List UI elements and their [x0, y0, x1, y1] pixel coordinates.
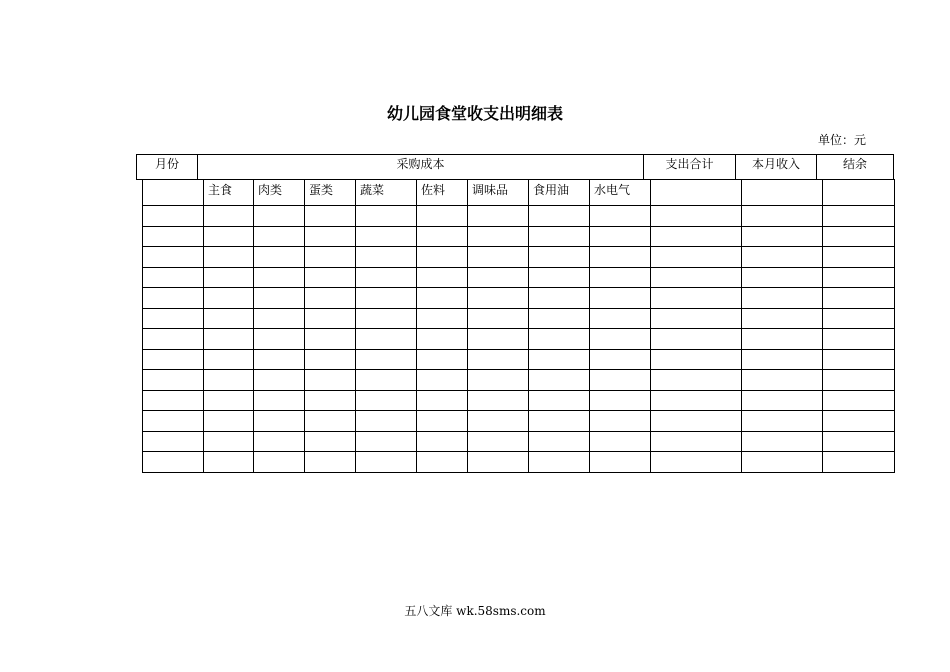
table-cell	[741, 431, 823, 453]
table-cell	[589, 328, 651, 350]
table-cell	[142, 451, 204, 473]
table-cell	[142, 246, 204, 268]
table-cell	[528, 390, 590, 412]
table-cell	[528, 267, 590, 289]
table-cell	[467, 328, 529, 350]
table-cell	[650, 246, 742, 268]
table-cell	[589, 369, 651, 391]
table-cell	[355, 205, 417, 227]
table-cell	[467, 390, 529, 412]
table-cell	[142, 390, 204, 412]
table-cell	[467, 267, 529, 289]
table-cell	[203, 205, 254, 227]
table-cell	[822, 431, 895, 453]
table-cell	[304, 390, 356, 412]
table-cell	[304, 410, 356, 432]
table-cell	[589, 431, 651, 453]
table-cell	[416, 246, 468, 268]
table-cell	[203, 431, 254, 453]
table-cell	[355, 431, 417, 453]
table-cell	[589, 410, 651, 432]
table-cell	[253, 390, 305, 412]
subheader-cell: 蔬菜	[355, 179, 417, 206]
subheader-cell: 肉类	[253, 179, 305, 206]
table-cell	[822, 308, 895, 330]
table-cell	[589, 246, 651, 268]
table-cell	[355, 226, 417, 248]
table-cell	[304, 308, 356, 330]
table-cell	[822, 410, 895, 432]
table-cell	[416, 308, 468, 330]
table-cell	[203, 451, 254, 473]
table-cell	[741, 246, 823, 268]
subheader-cell: 水电气	[589, 179, 651, 206]
table-cell	[304, 205, 356, 227]
table-cell	[253, 451, 305, 473]
table-cell	[528, 328, 590, 350]
table-cell	[467, 431, 529, 453]
table-cell	[741, 308, 823, 330]
table-cell	[142, 410, 204, 432]
table-cell	[650, 349, 742, 371]
table-cell	[741, 205, 823, 227]
table-cell	[142, 369, 204, 391]
table-cell	[142, 226, 204, 248]
table-cell	[304, 431, 356, 453]
table-cell	[589, 451, 651, 473]
footer-watermark: 五八文库 wk.58sms.com	[404, 604, 546, 618]
table-cell	[355, 390, 417, 412]
table-cell	[304, 451, 356, 473]
subheader-empty-cell	[142, 179, 204, 206]
table-cell	[822, 246, 895, 268]
subheader-empty-cell	[741, 179, 823, 206]
table-cell	[741, 349, 823, 371]
header-monthly-income: 本月收入	[735, 154, 817, 180]
table-cell	[142, 205, 204, 227]
table-cell	[203, 287, 254, 309]
table-cell	[142, 431, 204, 453]
table-cell	[203, 267, 254, 289]
table-cell	[822, 328, 895, 350]
page-title: 幼儿园食堂收支出明细表	[386, 104, 563, 123]
table-cell	[304, 287, 356, 309]
table-cell	[253, 205, 305, 227]
table-cell	[467, 410, 529, 432]
table-cell	[650, 431, 742, 453]
header-total-expense: 支出合计	[643, 154, 736, 180]
subheader-cell: 调味品	[467, 179, 529, 206]
table-cell	[589, 349, 651, 371]
table-cell	[467, 349, 529, 371]
table-cell	[528, 410, 590, 432]
subheader-cell: 主食	[203, 179, 254, 206]
table-cell	[253, 410, 305, 432]
table-cell	[822, 287, 895, 309]
table-cell	[650, 287, 742, 309]
table-cell	[355, 308, 417, 330]
table-cell	[528, 226, 590, 248]
table-cell	[650, 410, 742, 432]
table-cell	[416, 349, 468, 371]
table-cell	[304, 328, 356, 350]
table-cell	[650, 369, 742, 391]
table-cell	[528, 349, 590, 371]
table-cell	[467, 226, 529, 248]
table-cell	[142, 287, 204, 309]
table-cell	[416, 205, 468, 227]
table-cell	[741, 226, 823, 248]
table-cell	[355, 267, 417, 289]
table-cell	[203, 246, 254, 268]
table-cell	[589, 390, 651, 412]
table-cell	[416, 431, 468, 453]
table-cell	[650, 308, 742, 330]
table-cell	[416, 410, 468, 432]
table-cell	[741, 410, 823, 432]
table-cell	[203, 349, 254, 371]
table-cell	[203, 410, 254, 432]
table-cell	[142, 267, 204, 289]
table-cell	[253, 287, 305, 309]
table-cell	[304, 267, 356, 289]
subheader-empty-cell	[822, 179, 895, 206]
table-cell	[253, 369, 305, 391]
table-cell	[355, 246, 417, 268]
table-cell	[355, 410, 417, 432]
table-cell	[741, 451, 823, 473]
table-cell	[355, 369, 417, 391]
table-cell	[253, 308, 305, 330]
table-cell	[528, 369, 590, 391]
header-month: 月份	[136, 154, 198, 180]
table-cell	[528, 431, 590, 453]
table-cell	[416, 287, 468, 309]
table-cell	[822, 226, 895, 248]
table-cell	[528, 205, 590, 227]
table-cell	[528, 308, 590, 330]
subheader-empty-cell	[650, 179, 742, 206]
table-cell	[467, 308, 529, 330]
table-cell	[528, 451, 590, 473]
table-cell	[822, 369, 895, 391]
header-purchase-cost: 采购成本	[197, 154, 644, 180]
table-cell	[589, 308, 651, 330]
table-cell	[822, 267, 895, 289]
table-cell	[355, 451, 417, 473]
table-cell	[822, 390, 895, 412]
table-cell	[253, 226, 305, 248]
table-cell	[467, 369, 529, 391]
table-cell	[416, 226, 468, 248]
table-cell	[253, 431, 305, 453]
table-cell	[142, 308, 204, 330]
table-cell	[467, 205, 529, 227]
table-cell	[467, 451, 529, 473]
table-cell	[355, 328, 417, 350]
table-cell	[355, 287, 417, 309]
table-cell	[650, 267, 742, 289]
subheader-cell: 佐料	[416, 179, 468, 206]
table-cell	[203, 328, 254, 350]
table-cell	[822, 205, 895, 227]
table-cell	[741, 328, 823, 350]
table-cell	[741, 287, 823, 309]
table-cell	[253, 349, 305, 371]
table-cell	[741, 267, 823, 289]
table-cell	[304, 369, 356, 391]
table-cell	[650, 226, 742, 248]
table-cell	[589, 205, 651, 227]
table-cell	[528, 246, 590, 268]
table-cell	[650, 328, 742, 350]
table-cell	[304, 226, 356, 248]
table-cell	[467, 287, 529, 309]
table-cell	[467, 246, 529, 268]
table-cell	[416, 390, 468, 412]
subheader-cell: 食用油	[528, 179, 590, 206]
header-balance: 结余	[816, 154, 894, 180]
table-cell	[416, 369, 468, 391]
table-cell	[650, 390, 742, 412]
table-cell	[142, 349, 204, 371]
table-cell	[741, 390, 823, 412]
table-cell	[253, 267, 305, 289]
table-cell	[253, 246, 305, 268]
table-cell	[304, 349, 356, 371]
table-cell	[589, 226, 651, 248]
table-cell	[142, 328, 204, 350]
table-cell	[416, 451, 468, 473]
table-cell	[203, 369, 254, 391]
subheader-cell: 蛋类	[304, 179, 356, 206]
table-cell	[528, 287, 590, 309]
table-cell	[822, 451, 895, 473]
table-cell	[416, 328, 468, 350]
table-cell	[203, 390, 254, 412]
table-cell	[822, 349, 895, 371]
table-cell	[416, 267, 468, 289]
table-cell	[650, 205, 742, 227]
table-cell	[203, 226, 254, 248]
table-cell	[253, 328, 305, 350]
unit-label: 单位：元	[818, 133, 867, 147]
table-cell	[304, 246, 356, 268]
table-cell	[355, 349, 417, 371]
table-cell	[650, 451, 742, 473]
table-cell	[589, 287, 651, 309]
table-cell	[203, 308, 254, 330]
table-cell	[589, 267, 651, 289]
table-cell	[741, 369, 823, 391]
